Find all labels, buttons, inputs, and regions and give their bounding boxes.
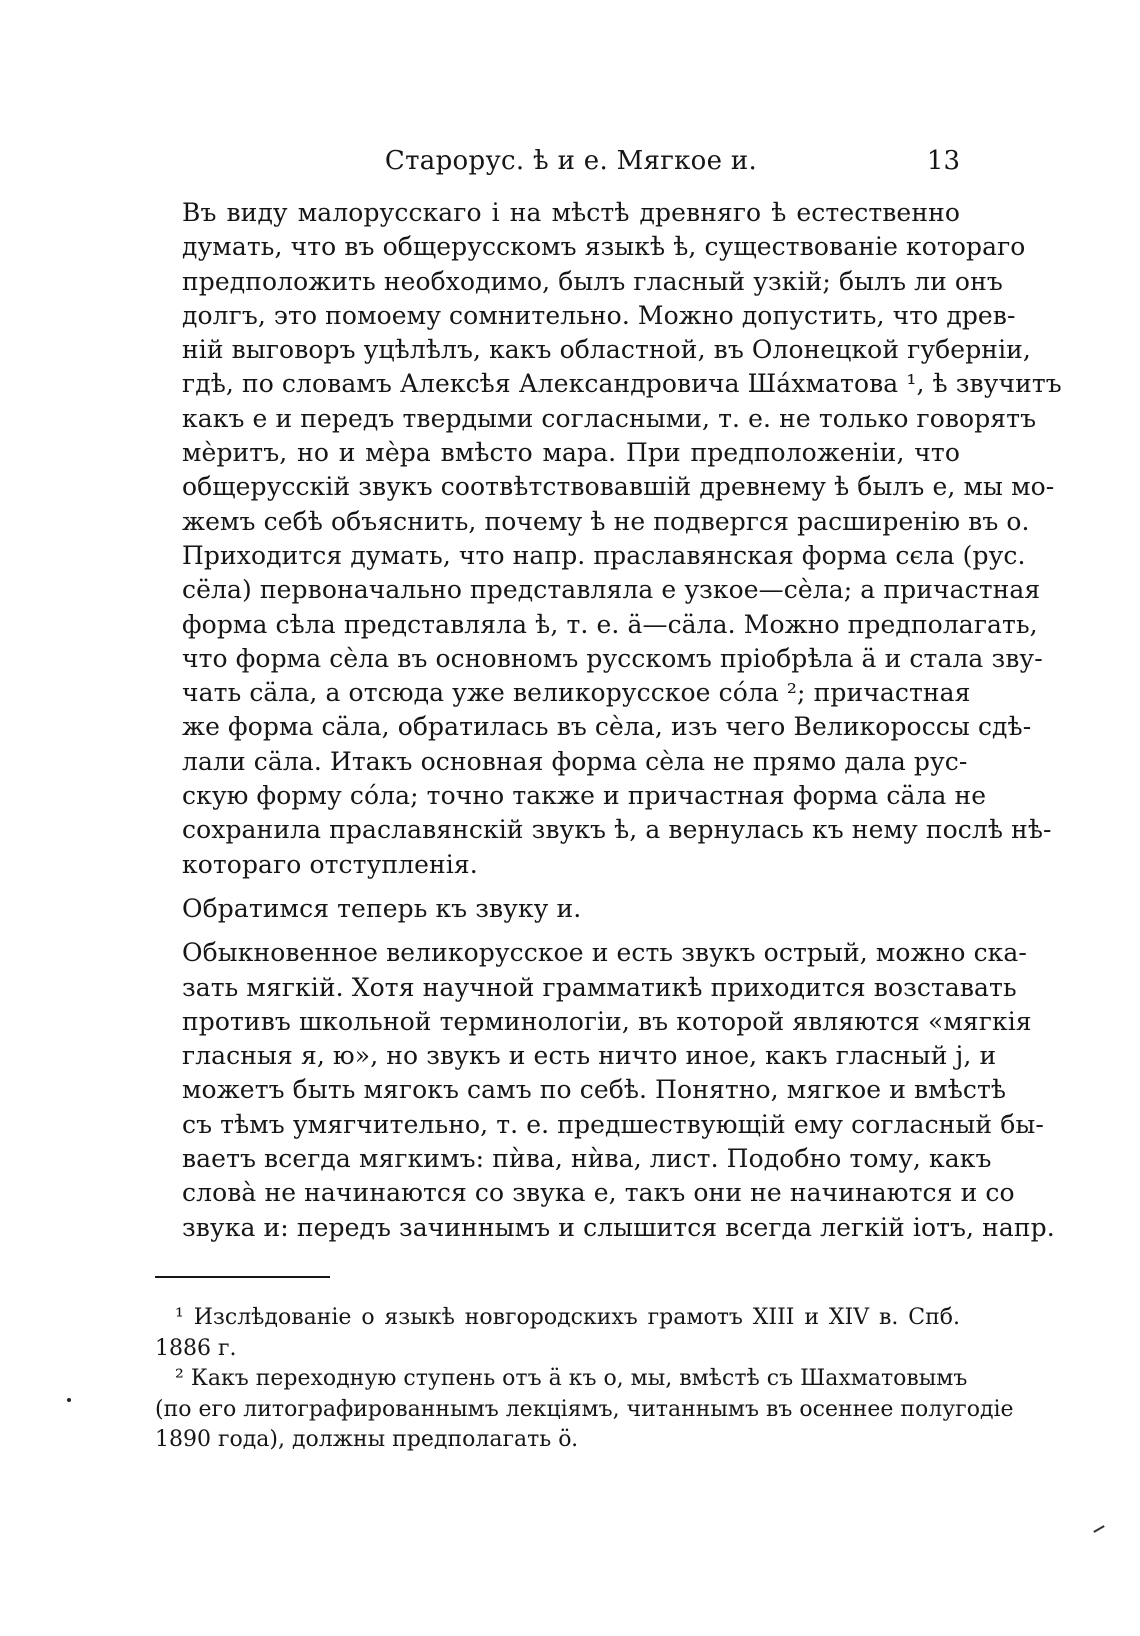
- paragraph: [182, 936, 1055, 1245]
- text-line: Обратимся теперь къ звуку и.: [182, 893, 582, 923]
- text-line: жемъ себѣ объяснить, почему ѣ не подвергся расширенію въ о.: [182, 506, 1030, 536]
- text-line: чать сäла, а отсюда уже великорусское сóла ²; причастная: [182, 678, 971, 708]
- text-line: слова̀ не начинаются со звука е, такъ они не начинаются и со: [182, 1178, 1015, 1208]
- scan-mark: [1093, 1525, 1104, 1533]
- text-line: сёла) первоначально представляла е узкое—сѐла; а причастная: [182, 575, 1041, 605]
- page-number: 13: [926, 146, 960, 176]
- text-line: противъ школьной терминологіи, въ которой являются «мягкія: [182, 1006, 1032, 1036]
- text-line: съ тѣмъ умягчительно, т. е. предшествующій ему согласный бы-: [182, 1109, 1044, 1139]
- running-title: Старорус. ѣ и е. Мягкое и.: [384, 146, 758, 176]
- paragraph-gap: [182, 882, 960, 892]
- page-header: [182, 146, 960, 186]
- scan-speck: [67, 1398, 71, 1402]
- text-line: что форма сѐла въ основномъ русскомъ пріобрѣла ä и стала зву-: [182, 643, 1043, 673]
- text-line: долгъ, это помоему сомнительно. Можно допустить, что древ-: [182, 300, 1016, 330]
- text-line: можетъ быть мягокъ самъ по себѣ. Понятно, мягкое и вмѣстѣ: [182, 1075, 1007, 1105]
- footnote-line: ² Какъ переходную ступень отъ ä къ о, мы, вмѣстѣ съ Шахматовымъ: [175, 1366, 968, 1391]
- text-line: ній выговоръ уцѣлѣлъ, какъ областной, въ Олонецкой губерніи,: [182, 335, 1031, 365]
- text-line: же форма сäла, обратилась въ сѐла, изъ чего Великороссы сдѣ-: [182, 712, 1032, 742]
- text-line: ваетъ всегда мягкимъ: пѝва, нѝва, лист. Подобно тому, какъ: [182, 1144, 992, 1174]
- text-line: предположить необходимо, былъ гласный узкій; былъ ли онъ: [182, 266, 1003, 296]
- text-line: лали сäла. Итакъ основная форма сѐла не прямо дала рус-: [182, 746, 968, 776]
- text-line: гдѣ, по словамъ Алексѣя Александровича Ша́хматова ¹, ѣ звучитъ: [182, 369, 1062, 399]
- footnote-1: [155, 1303, 960, 1364]
- footnote-line: (по его литографированнымъ лекціямъ, читаннымъ въ осеннее полугодіе: [155, 1396, 1014, 1422]
- text-line: гласныя я, ю», но звукъ и есть ничто иное, какъ гласный j, и: [182, 1041, 997, 1071]
- text-line: Приходится думать, что напр. праславянская форма сєла (рус.: [182, 540, 1026, 570]
- text-line: Въ виду малорусскаго і на мѣстѣ древняго ѣ естественно: [182, 198, 960, 227]
- footnote-line: 1886 г.: [155, 1335, 237, 1361]
- text-line: форма сѣла представляла ѣ, т. е. ä—сäла. Можно предполагать,: [182, 609, 1038, 639]
- text-line: скую форму сóла; точно также и причастная форма сäла не: [182, 781, 987, 811]
- text-line: зать мягкій. Хотя научной грамматикѣ приходится возставать: [182, 972, 1017, 1002]
- footnote-separator: [155, 1276, 330, 1278]
- text-line: звука и: передъ зачиннымъ и слышится всегда легкій іотъ, напр.: [182, 1212, 1055, 1242]
- text-line: котораго отступленія.: [182, 849, 478, 879]
- text-line: сохранила праславянскій звукъ ѣ, а вернулась къ нему послѣ нѣ-: [182, 815, 1052, 845]
- text-line: общерусскій звукъ соотвѣтствовавшій древнему ѣ былъ е, мы мо-: [182, 472, 1055, 502]
- text-line: Обыкновенное великорусское и есть звукъ острый, можно ска-: [182, 938, 1027, 968]
- footnotes: [155, 1303, 1014, 1456]
- footnote-line: ¹ Изслѣдованіе о языкѣ новгородскихъ грамотъ XIII и XIV в. Спб.: [175, 1305, 960, 1330]
- text-line: думать, что въ общерусскомъ языкѣ ѣ, существованіе котораго: [182, 232, 1026, 262]
- paragraph: [182, 892, 960, 926]
- main-text: [182, 196, 1062, 1245]
- paragraph-gap: [182, 926, 960, 936]
- paragraph: [182, 196, 1062, 882]
- text-line: мѐритъ, но и мѐра вмѣсто мара. При предположеніи, что: [182, 438, 960, 468]
- footnote-2: [155, 1364, 1014, 1456]
- text-line: какъ е и передъ твердыми согласными, т. е. не только говорятъ: [182, 403, 1037, 433]
- footnote-line: 1890 года), должны предполагать ö.: [155, 1427, 579, 1452]
